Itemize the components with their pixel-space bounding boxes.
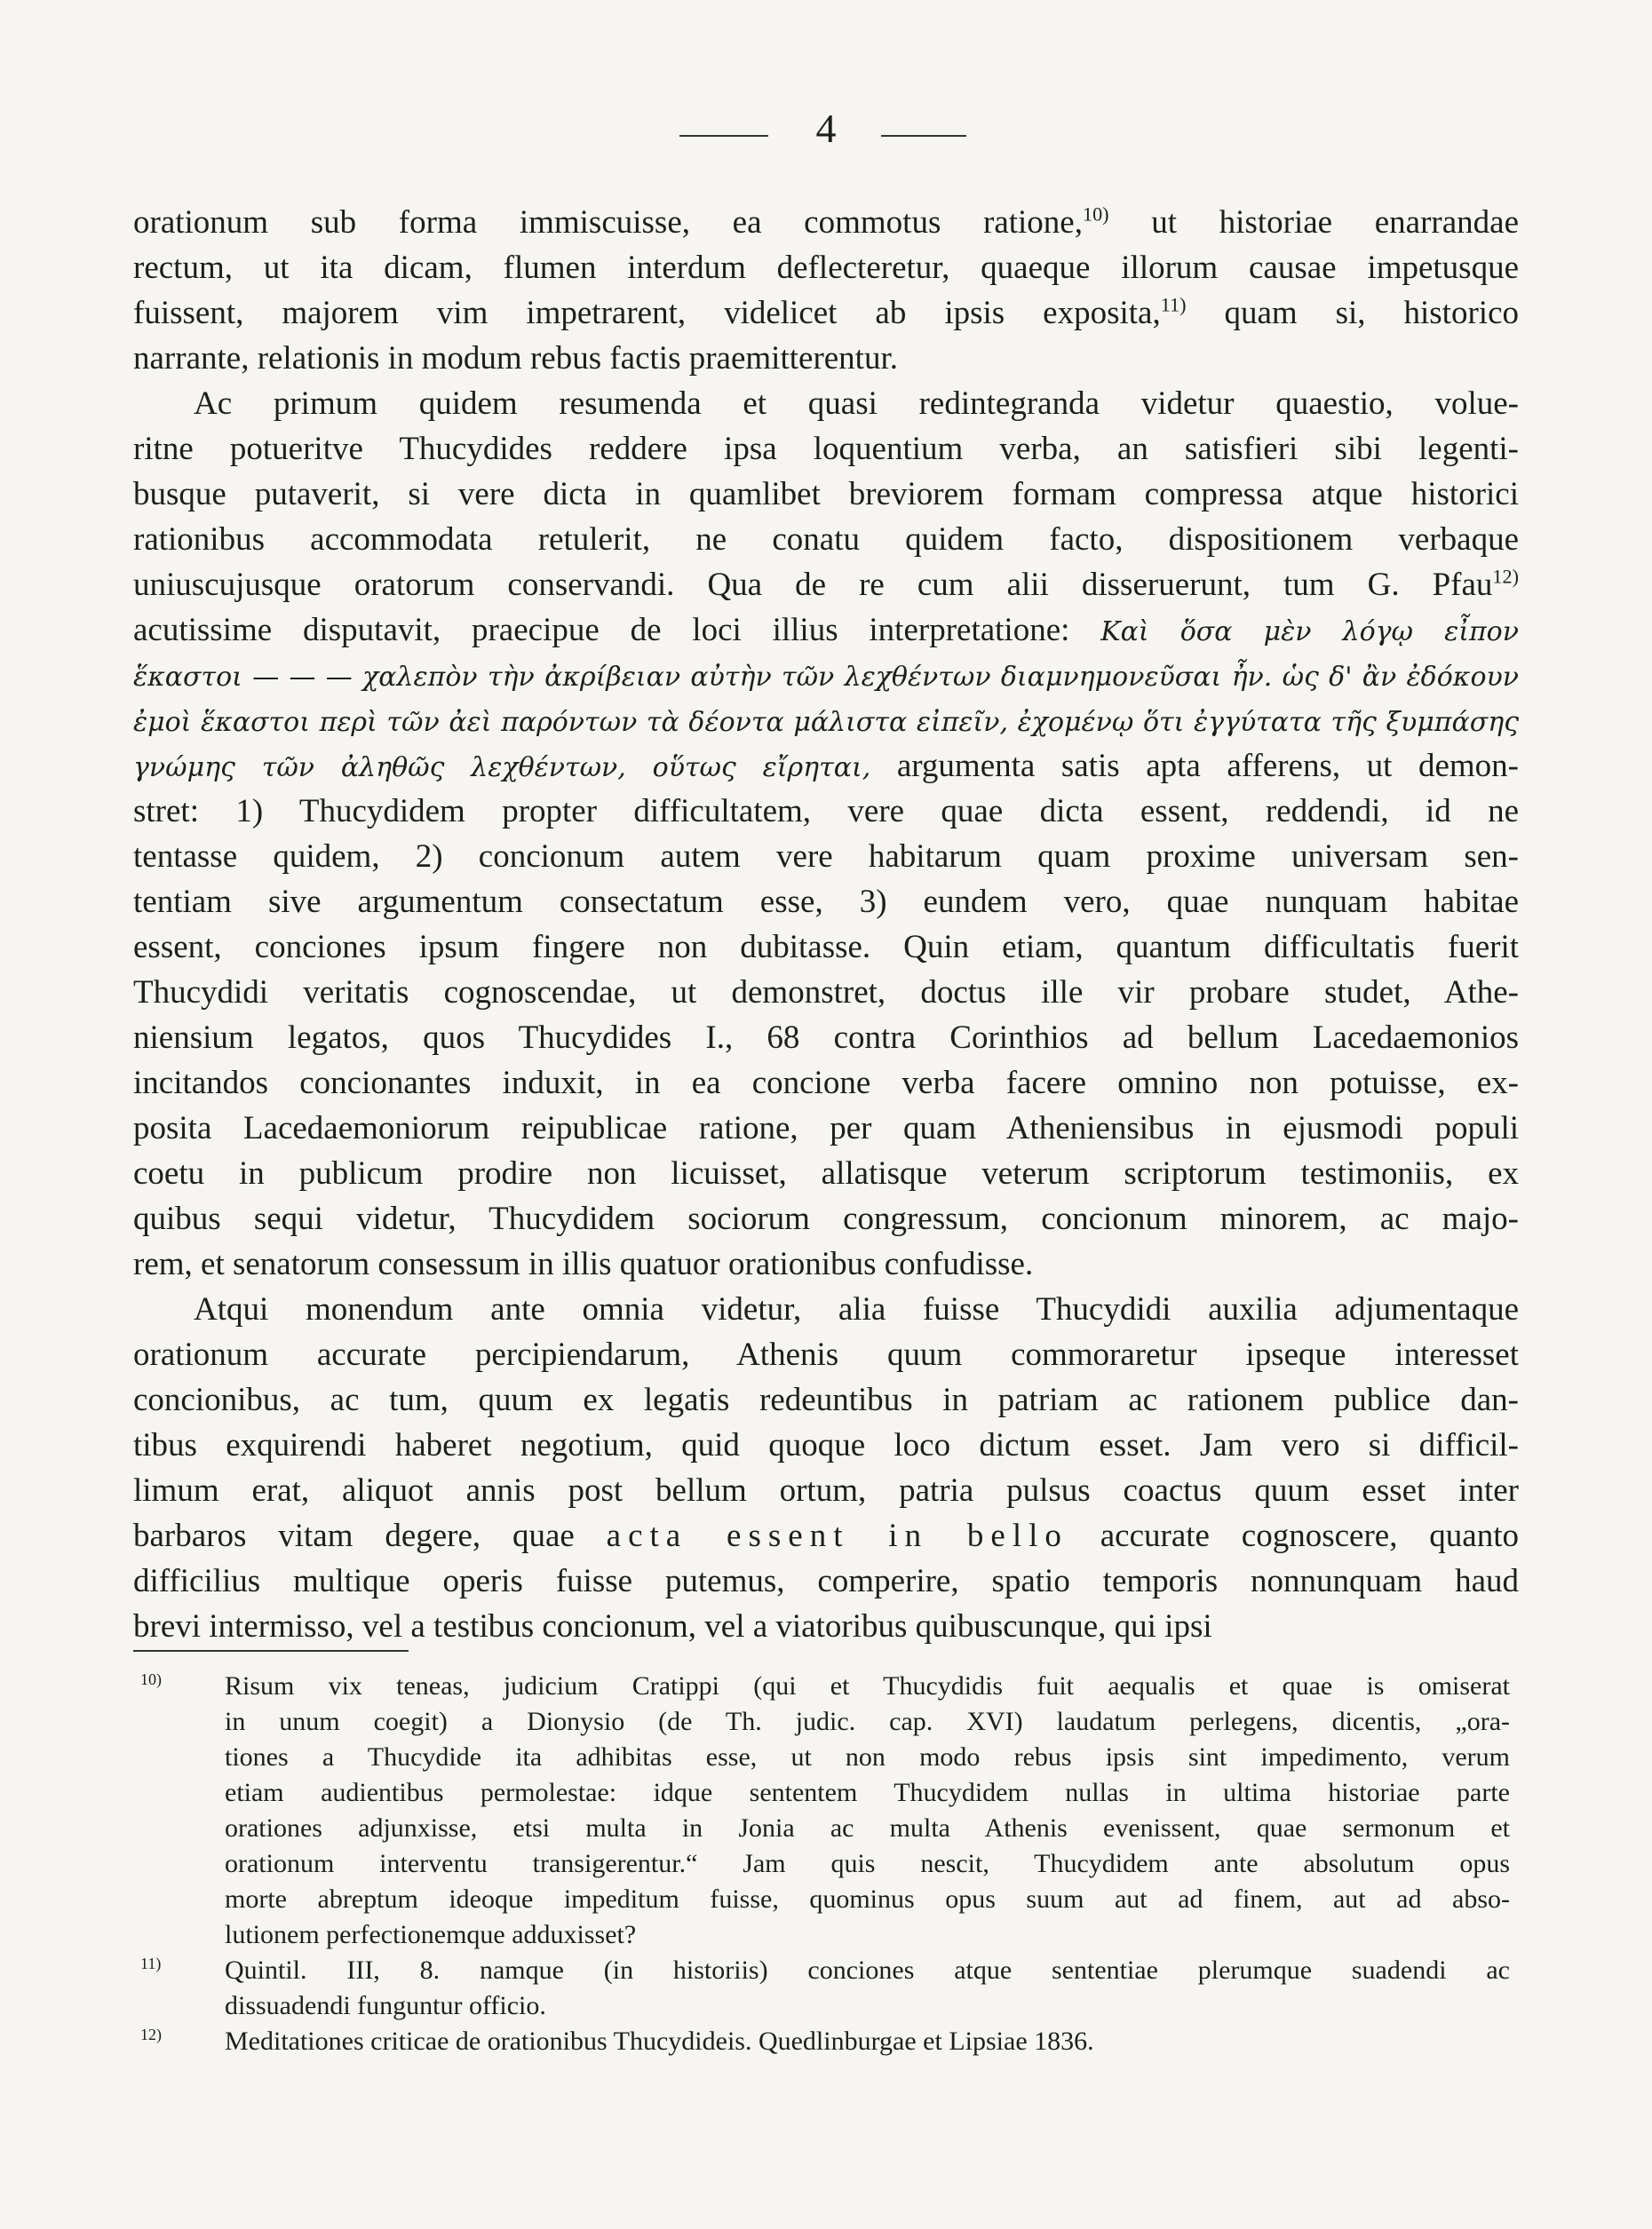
text-segment: barbaros vitam degere, quae — [133, 1518, 607, 1554]
text-segment: niensium legatos, quos Thucydides I., 68 contra Corinthios ad bellum Lacedaemonios — [133, 1019, 1519, 1056]
text-segment: coetu in publicum prodire non licuisset, allatisque veterum scriptorum testimoniis, ex — [133, 1155, 1519, 1192]
greek-quotation: Καὶ ὅσα μὲν λόγῳ εἶπον — [1100, 616, 1519, 647]
footnote-separator — [133, 1650, 409, 1652]
text-segment: essent, conciones ipsum fingere non dubitasse. Quin etiam, quantum difficultatis fuerit — [133, 929, 1519, 965]
text-segment: ut historiae enarrandae — [1108, 204, 1519, 241]
text-line — [133, 1561, 1519, 1602]
text-line — [133, 1108, 1519, 1149]
header-rule-right — [881, 135, 966, 137]
footnote-marker — [140, 2025, 162, 2058]
text-segment: tibus exquirendi haberet negotium, quid quoque loco dictum esset. Jam vero si difficil- — [133, 1427, 1519, 1464]
text-segment: stret: 1) Thucydidem propter difficultatem, vere quae dicta essent, reddendi, id ne — [133, 793, 1519, 829]
footnote-marker — [140, 1954, 161, 1987]
text-segment: ritne potueritve Thucydides reddere ipsa loquentium verba, an satisfieri sibi legenti- — [133, 431, 1519, 467]
text-segment: acutissime disputavit, praecipue de loci illius interpretatione: — [133, 612, 1101, 648]
footnote-line: Risum vix teneas, judicium Cratippi (qui et Thucydidis fuit aequalis et quae is omiserat — [225, 1671, 1510, 1701]
text-segment: Thucydidi veritatis cognoscendae, ut demonstret, doctus ille vir probare studet, Athe- — [133, 974, 1519, 1011]
text-line — [133, 474, 1519, 515]
text-line — [133, 1154, 1519, 1194]
text-line — [133, 655, 1519, 696]
text-line — [133, 248, 1519, 289]
text-line — [194, 1289, 1519, 1330]
text-segment: rem, et senatorum consessum in illis quatuor orationibus confudisse. — [133, 1246, 1034, 1282]
text-line — [133, 701, 1519, 742]
text-segment: limum erat, aliquot annis post bellum ortum, patria pulsus coactus quum esset inter — [133, 1472, 1519, 1509]
text-segment: incitandos concionantes induxit, in ea concione verba facere omnino non potuisse, ex- — [133, 1065, 1519, 1101]
text-line — [133, 1244, 1519, 1285]
text-line — [133, 610, 1519, 651]
text-line — [133, 1199, 1519, 1240]
greek-quotation: γνώμης τῶν ἀληθῶς λεχθέντων, οὕτως εἴρηται, — [133, 752, 871, 783]
text-line — [133, 1516, 1519, 1557]
text-segment: uniuscujusque oratorum conservandi. Qua de re cum alii disseruerunt, tum G. Pfau — [133, 567, 1493, 603]
footnote-line: in unum coegit) a Dionysio (de Th. judic. cap. XVI) laudatum perlegens, dicentis, „ora- — [225, 1707, 1510, 1736]
footnote-marker — [140, 1670, 162, 1703]
text-segment: rectum, ut ita dicam, flumen interdum deflecteretur, quaeque illorum causae impetusque — [133, 250, 1519, 286]
text-segment: orationum sub forma immiscuisse, ea commotus ratione, — [133, 204, 1083, 241]
footnote-line: morte abreptum ideoque impeditum fuisse, quominus opus suum aut ad finem, aut ad abso- — [225, 1884, 1510, 1914]
text-segment: concionibus, ac tum, quum ex legatis redeuntibus in patriam ac rationem publice dan- — [133, 1382, 1519, 1418]
footnote-number: 10) — [140, 1670, 162, 1688]
text-line — [133, 746, 1519, 787]
greek-quotation: ἕκαστοι — — — χαλεπὸν τὴν ἀκρίβειαν αὐτὴν τῶν λεχθέντων διαμνημονεῦσαι ἦν. ὡς δ' ἂν ἐδόκουν — [133, 662, 1519, 693]
greek-quotation: ἐμοὶ ἕκαστοι περὶ τῶν ἀεὶ παρόντων τὰ δέοντα μάλιστα εἰπεῖν, ἐχομένῳ ὅτι ἐγγύτατα τῆς ξυμπάσης — [133, 707, 1519, 738]
footnote-line: Quintil. III, 8. namque (in historiis) conciones atque sententiae plerumque suadendi ac — [225, 1955, 1510, 1985]
text-line — [133, 429, 1519, 470]
text-line — [133, 972, 1519, 1013]
page-number: 4 — [815, 106, 837, 151]
text-segment: narrante, relationis in modum rebus factis praemitterentur. — [133, 340, 898, 377]
text-line — [133, 1380, 1519, 1421]
text-segment: tentasse quidem, 2) concionum autem vere habitarum quam proxime universam sen- — [133, 838, 1519, 875]
footnote-number: 11) — [140, 1955, 162, 1972]
text-line — [133, 1335, 1519, 1376]
text-line — [133, 520, 1519, 560]
text-segment: rationibus accommodata retulerit, ne conatu quidem facto, dispositionem verbaque — [133, 521, 1519, 558]
text-segment: fuissent, majorem vim impetrarent, videlicet ab ipsis exposita, — [133, 295, 1161, 331]
text-line — [133, 882, 1519, 923]
text-segment: Ac primum quidem resumenda et quasi redintegranda videtur quaestio, volue- — [194, 385, 1519, 422]
footnote-line: dissuadendi funguntur officio. — [225, 1991, 546, 2020]
text-segment: Atqui monendum ante omnia videtur, alia fuisse Thucydidi auxilia adjumentaque — [194, 1291, 1519, 1328]
text-line — [133, 927, 1519, 968]
footnote-line: lutionem perfectionemque adduxisset? — [225, 1920, 637, 1949]
text-line — [133, 791, 1519, 832]
footnote-reference: 12) — [1492, 565, 1519, 588]
text-segment: quam si, historico — [1186, 295, 1519, 331]
text-segment: busque putaverit, si vere dicta in quamlibet breviorem formam compressa atque historici — [133, 476, 1519, 512]
text-line — [133, 1471, 1519, 1511]
footnote-line: tiones a Thucydide ita adhibitas esse, ut non modo rebus ipsis sint impedimento, verum — [225, 1742, 1510, 1772]
footnote-line: orationum interventu transigerentur.“ Jam quis nescit, Thucydidem ante absolutum opus — [225, 1849, 1510, 1878]
text-line — [194, 384, 1519, 424]
text-segment: difficilius multique operis fuisse putemus, comperire, spatio temporis nonnunquam haud — [133, 1563, 1519, 1599]
footnote-line: Meditationes criticae de orationibus Thucydideis. Quedlinburgae et Lipsiae 1836. — [225, 2027, 1094, 2056]
text-line — [133, 837, 1519, 877]
footnote-line: orationes adjunxisse, etsi multa in Jonia ac multa Athenis evenissent, quae sermonum et — [225, 1813, 1510, 1843]
text-line — [133, 565, 1519, 606]
footnote-reference: 11) — [1160, 293, 1187, 316]
text-segment: tentiam sive argumentum consectatum esse, 3) eundem vero, quae nunquam habitae — [133, 884, 1519, 920]
text-segment: quibus sequi videtur, Thucydidem sociorum congressum, concionum minorem, ac majo- — [133, 1201, 1519, 1237]
text-line — [133, 338, 1519, 379]
text-line — [133, 202, 1519, 243]
text-line — [133, 1063, 1519, 1104]
emphasized-text: acta essent in bello — [606, 1518, 1068, 1554]
footnote-number: 12) — [140, 2026, 162, 2043]
text-line — [133, 293, 1519, 334]
text-segment: accurate cognoscere, quanto — [1068, 1518, 1519, 1554]
text-line — [133, 1425, 1519, 1466]
text-line — [133, 1606, 1519, 1647]
text-segment: orationum accurate percipiendarum, Athenis quum commoraretur ipseque interesset — [133, 1337, 1519, 1373]
text-segment: argumenta satis apta afferens, ut demon- — [870, 748, 1519, 784]
text-line — [133, 1018, 1519, 1059]
text-segment: brevi intermisso, vel a testibus concionum, vel a viatoribus quibuscunque, qui ipsi — [133, 1608, 1212, 1645]
footnote-line: etiam audientibus permolestae: idque sententem Thucydidem nullas in ultima historiae parte — [225, 1778, 1510, 1807]
text-segment: posita Lacedaemoniorum reipublicae ratione, per quam Atheniensibus in ejusmodi populi — [133, 1110, 1519, 1146]
footnote-reference: 10) — [1082, 202, 1109, 226]
